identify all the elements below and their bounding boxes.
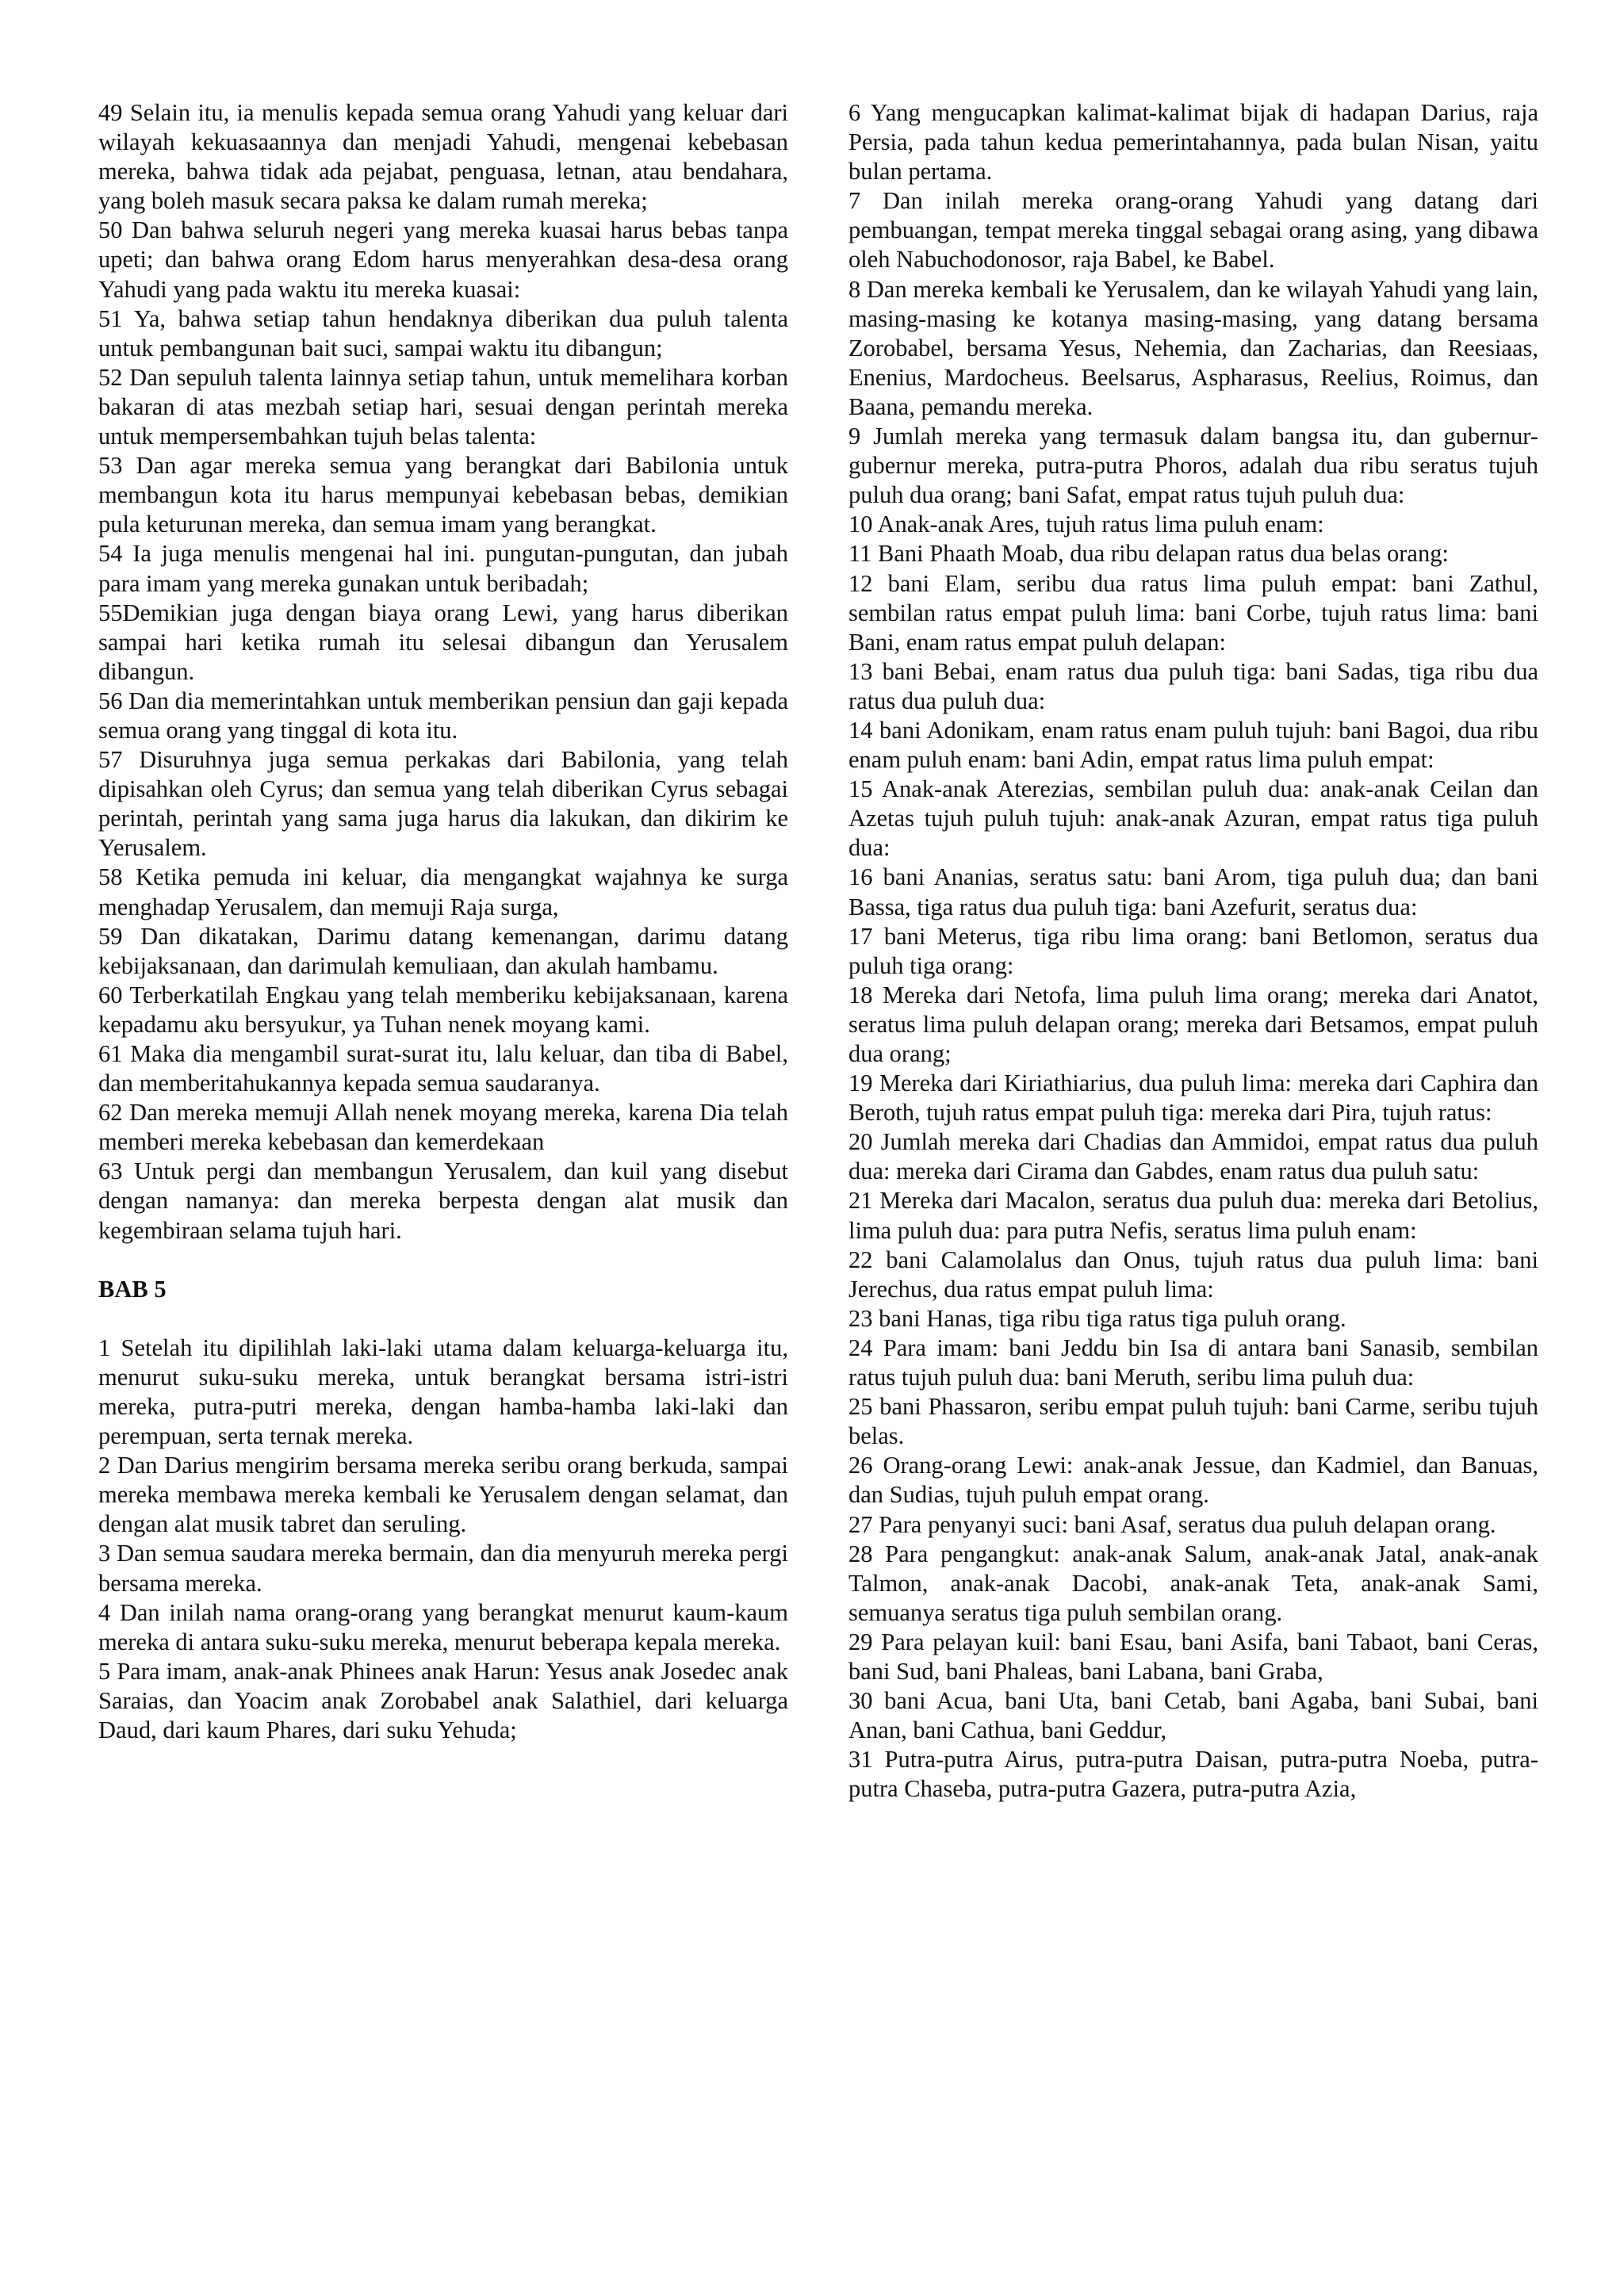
verse-paragraph: 49 Selain itu, ia menulis kepada semua orang Yahudi yang keluar dari wilayah kekuasaannya dan menjadi Yahudi, mengenai kebebasan mereka, bahwa tidak ada pejabat, penguasa, letnan, atau bendahara, yang boleh masuk secara paksa ke dalam rumah mereka; [98,99,788,215]
verse-paragraph: 20 Jumlah mereka dari Chadias dan Ammidoi, empat ratus dua puluh dua: mereka dari Cirama dan Gabdes, enam ratus dua puluh satu: [848,1128,1538,1185]
verse-paragraph: 30 bani Acua, bani Uta, bani Cetab, bani Agaba, bani Subai, bani Anan, bani Cathua, bani Geddur, [848,1687,1538,1744]
verse-paragraph: 28 Para pengangkut: anak-anak Salum, anak-anak Jatal, anak-anak Talmon, anak-anak Dacobi, anak-anak Teta, anak-anak Sami, semuanya seratus tiga puluh sembilan orang. [848,1540,1538,1626]
verse-paragraph: 56 Dan dia memerintahkan untuk memberikan pensiun dan gaji kepada semua orang yang tinggal di kota itu. [98,687,788,744]
verse-paragraph: 7 Dan inilah mereka orang-orang Yahudi yang datang dari pembuangan, tempat mereka tinggal sebagai orang asing, yang dibawa oleh Nabuchodonosor, raja Babel, ke Babel. [848,187,1538,274]
verse-paragraph: 3 Dan semua saudara mereka bermain, dan dia menyuruh mereka pergi bersama mereka. [98,1540,788,1597]
verse-paragraph: 19 Mereka dari Kiriathiarius, dua puluh lima: mereka dari Caphira dan Beroth, tujuh ratus empat puluh tiga: mereka dari Pira, tujuh ratus: [848,1070,1538,1127]
verse-paragraph: 22 bani Calamolalus dan Onus, tujuh ratus dua puluh lima: bani Jerechus, dua ratus empat puluh lima: [848,1246,1538,1303]
verse-paragraph: 14 bani Adonikam, enam ratus enam puluh tujuh: bani Bagoi, dua ribu enam puluh enam: bani Adin, empat ratus lima puluh empat: [848,716,1538,774]
verse-paragraph: 63 Untuk pergi dan membangun Yerusalem, dan kuil yang disebut dengan namanya: dan mereka berpesta dengan alat musik dan kegembiraan selama tujuh hari. [98,1158,788,1244]
verse-paragraph: 29 Para pelayan kuil: bani Esau, bani Asifa, bani Tabaot, bani Ceras, bani Sud, bani Phaleas, bani Labana, bani Graba, [848,1628,1538,1685]
verse-paragraph: 51 Ya, bahwa setiap tahun hendaknya diberikan dua puluh talenta untuk pembangunan bait suci, sampai waktu itu dibangun; [98,304,788,362]
right-column [848,98,1538,1804]
verse-paragraph: 4 Dan inilah nama orang-orang yang berangkat menurut kaum-kaum mereka di antara suku-suku mereka, menurut beberapa kepala mereka. [98,1598,788,1655]
verse-paragraph: 55Demikian juga dengan biaya orang Lewi, yang harus diberikan sampai hari ketika rumah itu selesai dibangun dan Yerusalem dibangun. [98,599,788,685]
verse-paragraph: 24 Para imam: bani Jeddu bin Isa di antara bani Sanasib, sembilan ratus tujuh puluh dua: bani Meruth, seribu lima puluh dua: [848,1334,1538,1391]
verse-paragraph: 57 Disuruhnya juga semua perkakas dari Babilonia, yang telah dipisahkan oleh Cyrus; dan semua yang telah diberikan Cyrus sebagai perintah, perintah yang sama juga harus dia lakukan, dan dikirim ke Yerusalem. [98,746,788,862]
verse-paragraph: 61 Maka dia mengambil surat-surat itu, lalu keluar, dan tiba di Babel, dan memberitahukannya kepada semua saudaranya. [98,1040,788,1097]
chapter-heading: BAB 5 [98,1275,167,1303]
verse-paragraph: 54 Ia juga menulis mengenai hal ini. pungutan-pungutan, dan jubah para imam yang mereka gunakan untuk beribadah; [98,540,788,597]
verse-paragraph: 18 Mereka dari Netofa, lima puluh lima orang; mereka dari Anatot, seratus lima puluh delapan orang; mereka dari Betsamos, empat puluh dua orang; [848,981,1538,1067]
verse-paragraph: 58 Ketika pemuda ini keluar, dia mengangkat wajahnya ke surga menghadap Yerusalem, dan memuji Raja surga, [98,863,788,920]
verse-paragraph: 21 Mereka dari Macalon, seratus dua puluh dua: mereka dari Betolius, lima puluh dua: para putra Nefis, seratus lima puluh enam: [848,1187,1538,1244]
verse-paragraph: 6 Yang mengucapkan kalimat-kalimat bijak di hadapan Darius, raja Persia, pada tahun kedua pemerintahannya, pada bulan Nisan, yaitu bulan pertama. [848,99,1538,186]
verse-paragraph: 16 bani Ananias, seratus satu: bani Arom, tiga puluh dua; dan bani Bassa, tiga ratus dua puluh tiga: bani Azefurit, seratus dua: [848,863,1538,920]
verse-paragraph: 9 Jumlah mereka yang termasuk dalam bangsa itu, dan gubernur-gubernur mereka, putra-putra Phoros, adalah dua ribu seratus tujuh puluh dua orang; bani Safat, empat ratus tujuh puluh dua: [848,423,1538,509]
verse-paragraph: 53 Dan agar mereka semua yang berangkat dari Babilonia untuk membangun kota itu harus mempunyai kebebasan bebas, demikian pula keturunan mereka, dan semua imam yang berangkat. [98,452,788,538]
verse-paragraph: 11 Bani Phaath Moab, dua ribu delapan ratus dua belas orang: [848,540,1449,568]
verse-paragraph: 52 Dan sepuluh talenta lainnya setiap tahun, untuk memelihara korban bakaran di atas mezbah setiap hari, sesuai dengan perintah mereka untuk mempersembahkan tujuh belas talenta: [98,363,788,450]
verse-paragraph: 10 Anak-anak Ares, tujuh ratus lima puluh enam: [848,511,1324,538]
verse-paragraph: 26 Orang-orang Lewi: anak-anak Jessue, dan Kadmiel, dan Banuas, dan Sudias, tujuh puluh empat orang. [848,1452,1538,1509]
verse-paragraph: 8 Dan mereka kembali ke Yerusalem, dan ke wilayah Yahudi yang lain, masing-masing ke kotanya masing-masing, yang datang bersama Zorobabel, bersama Yesus, Nehemia, dan Zacharias, dan Reesiaas, Enenius, Mardocheus. Beelsarus, Aspharasus, Reelius, Roimus, dan Baana, pemandu mereka. [848,275,1538,420]
verse-paragraph: 12 bani Elam, seribu dua ratus lima puluh empat: bani Zathul, sembilan ratus empat puluh lima: bani Corbe, tujuh ratus lima: bani Bani, enam ratus empat puluh delapan: [848,569,1538,656]
document-page [98,98,1538,2239]
verse-paragraph: 1 Setelah itu dipilihlah laki-laki utama dalam keluarga-keluarga itu, menurut suku-suku mereka, untuk berangkat bersama istri-istri mereka, putra-putri mereka, dengan hamba-hamba laki-laki dan perempuan, serta ternak mereka. [98,1334,788,1450]
verse-paragraph: 62 Dan mereka memuji Allah nenek moyang mereka, karena Dia telah memberi mereka kebebasan dan kemerdekaan [98,1099,788,1156]
verse-paragraph: 2 Dan Darius mengirim bersama mereka seribu orang berkuda, sampai mereka membawa mereka kembali ke Yerusalem dengan selamat, dan dengan alat musik tabret dan seruling. [98,1452,788,1538]
verse-paragraph: 60 Terberkatilah Engkau yang telah memberiku kebijaksanaan, karena kepadamu aku bersyukur, ya Tuhan nenek moyang kami. [98,981,788,1038]
verse-paragraph: 17 bani Meterus, tiga ribu lima orang: bani Betlomon, seratus dua puluh tiga orang: [848,922,1538,979]
verse-paragraph: 13 bani Bebai, enam ratus dua puluh tiga: bani Sadas, tiga ribu dua ratus dua puluh dua: [848,657,1538,714]
verse-paragraph: 27 Para penyanyi suci: bani Asaf, seratus dua puluh delapan orang. [848,1510,1496,1538]
verse-paragraph: 59 Dan dikatakan, Darimu datang kemenangan, darimu datang kebijaksanaan, dan darimulah kemuliaan, dan akulah hambamu. [98,922,788,979]
verse-paragraph: 50 Dan bahwa seluruh negeri yang mereka kuasai harus bebas tanpa upeti; dan bahwa orang Edom harus menyerahkan desa-desa orang Yahudi yang pada waktu itu mereka kuasai: [98,216,788,303]
verse-paragraph: 31 Putra-putra Airus, putra-putra Daisan, putra-putra Noeba, putra-putra Chaseba, putra-putra Gazera, putra-putra Azia, [848,1746,1538,1803]
verse-paragraph: 5 Para imam, anak-anak Phinees anak Harun: Yesus anak Josedec anak Saraias, dan Yoacim anak Zorobabel anak Salathiel, dari keluarga Daud, dari kaum Phares, dari suku Yehuda; [98,1657,788,1743]
left-column [98,98,788,1745]
verse-paragraph: 15 Anak-anak Aterezias, sembilan puluh dua: anak-anak Ceilan dan Azetas tujuh puluh tujuh: anak-anak Azuran, empat ratus tiga puluh dua: [848,775,1538,862]
verse-paragraph: 25 bani Phassaron, seribu empat puluh tujuh: bani Carme, seribu tujuh belas. [848,1393,1538,1450]
verse-paragraph: 23 bani Hanas, tiga ribu tiga ratus tiga puluh orang. [848,1304,1346,1332]
